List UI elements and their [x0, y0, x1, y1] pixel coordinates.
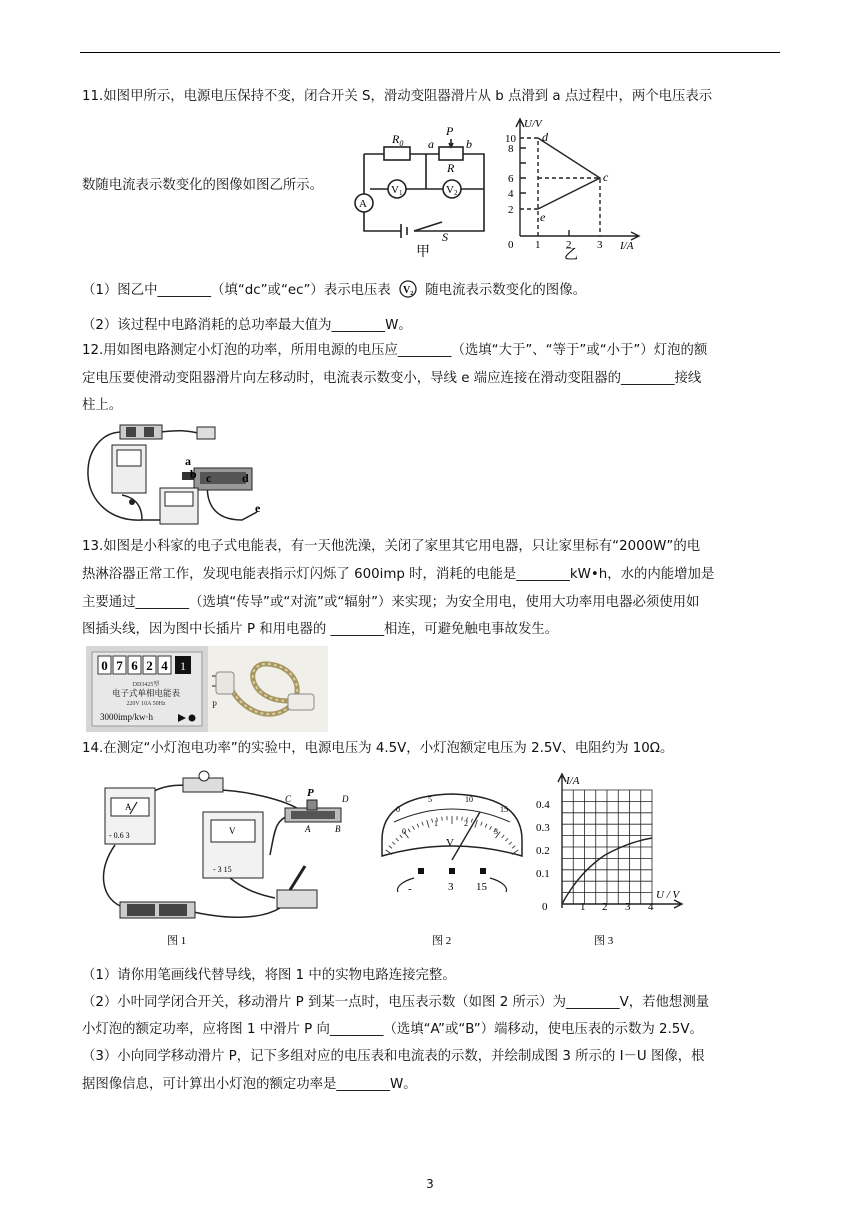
fig1-ammeter-terminals: - 0.6 3	[109, 831, 130, 840]
r0-label: $R_0$	[392, 132, 404, 148]
q13-line-3: 主要通过________（选填“传导”或“对流”或“辐射”）来实现；为安全用电，使用大功率用电器必须使用如	[82, 595, 700, 610]
q13-line-1: 13.如图是小科家的电子式电能表，有一天他洗澡，关闭了家里其它用电器，只让家里标有“2000W”的电	[82, 539, 701, 554]
fig1-terminal-d: D	[342, 794, 349, 804]
dial-unit: V	[446, 837, 454, 849]
figure-jia-caption: 甲	[416, 245, 430, 260]
q14-sub-3-line-2: 据图像信息，可计算出小灯泡的额定功率是________W。	[82, 1077, 417, 1092]
terminal-c: c	[206, 471, 212, 485]
q11-sub-1: （1）图乙中________（填“dc”或“ec”）表示电压表 $V_2$ 随电流表示数变化的图像。	[82, 277, 586, 304]
q14-figure-3-graph	[530, 770, 700, 950]
q13-line-2: 热淋浴器正常工作，发现电能表指示灯闪烁了 600imp 时，消耗的电能是________kW•h，水的内能增加是	[82, 567, 715, 582]
meter-name: 电子式单相电能表	[111, 688, 181, 698]
graph-ylabel: U/V	[524, 118, 542, 130]
xtick-1: 1	[535, 239, 541, 251]
fig3-xtick-3: 3	[625, 901, 631, 913]
ytick-10: 10	[505, 133, 516, 145]
fig2-caption: 图 2	[432, 935, 452, 947]
fig1-terminal-a: A	[305, 824, 311, 834]
fig3-ytick-0.3: 0.3	[536, 822, 550, 834]
plug-long-pin-label: P	[212, 700, 218, 710]
q11-circuit-figure	[354, 111, 504, 261]
fig3-xlabel: U / V	[656, 889, 680, 901]
voltmeter-v2-icon	[395, 280, 421, 298]
dial-outer-0: 0	[396, 805, 400, 814]
point-d-label: d	[542, 130, 548, 144]
fig3-xtick-4: 4	[648, 901, 654, 913]
q11-graph-figure	[500, 111, 650, 261]
q14-sub-2-line-2: 小灯泡的额定功率，应将图 1 中滑片 P 向________（选填“A”或“B”）端移动，使电压表的示数为 2.5V。	[82, 1022, 703, 1037]
dial-outer-10: 10	[465, 795, 473, 804]
dial-outer-15: 15	[500, 805, 508, 814]
dial-inner-0: 0	[402, 827, 406, 836]
meter-digit: 6	[131, 658, 138, 673]
meter-model: DD3425型	[132, 682, 160, 688]
q12-line-1: 12.用如图电路测定小灯泡的功率，所用电源的电压应________（选填“大于”、“等于”或“小于”）灯泡的额	[82, 343, 708, 358]
q12-line-3: 柱上。	[82, 398, 123, 413]
page-number: 3	[426, 1177, 434, 1191]
fig1-ammeter-symbol: A	[125, 802, 132, 812]
dial-terminal-15: 15	[476, 881, 487, 893]
meter-digit: 7	[116, 658, 123, 673]
q14-figure-2-voltmeter-dial	[372, 770, 532, 950]
q11-line-2: 数随电流表示数变化的图像如图乙所示。	[82, 178, 324, 193]
slider-p-label: P	[446, 124, 454, 138]
ammeter-symbol: A	[359, 198, 367, 210]
meter-constant: 3000imp/kw·h	[100, 712, 153, 722]
point-c-label: c	[603, 170, 609, 184]
ytick-6: 6	[508, 173, 514, 185]
ytick-8: 8	[508, 143, 514, 155]
r-label: R	[447, 161, 455, 175]
graph-xlabel: I/A	[620, 240, 634, 252]
electric-meter-image	[86, 646, 208, 732]
v1-symbol: V1	[391, 184, 403, 197]
meter-digit: 2	[146, 658, 153, 673]
meter-digit: 0	[101, 658, 108, 673]
fig3-xtick-0: 0	[542, 901, 548, 913]
fig3-xtick-1: 1	[580, 901, 586, 913]
q11-line-1: 11.如图甲所示，电源电压保持不变，闭合开关 S，滑动变阻器滑片从 b 点滑到 a 点过程中，两个电压表示	[82, 89, 713, 104]
switch-label: S	[442, 230, 448, 244]
fig1-voltmeter-terminals: - 3 15	[213, 865, 232, 874]
dial-outer-5: 5	[428, 795, 432, 804]
fig3-ytick-0.4: 0.4	[536, 799, 550, 811]
dial-inner-3: 3	[494, 827, 498, 836]
fig1-terminal-b: B	[335, 824, 341, 834]
q14-figure-1	[95, 770, 355, 950]
q14-sub-3-line-1: （3）小向同学移动滑片 P，记下多组对应的电压表和电流表的示数，并绘制成图 3 所示的 I－U 图像，根	[82, 1049, 705, 1064]
q11-sub-2: （2）该过程中电路消耗的总功率最大值为________W。	[82, 318, 412, 333]
q14-sub-1: （1）请你用笔画线代替导线，将图 1 中的实物电路连接完整。	[82, 968, 456, 983]
point-e-label: e	[540, 210, 546, 224]
wire-end-e: e	[255, 501, 261, 515]
terminal-d: d	[242, 471, 249, 485]
v2-symbol: V2	[446, 184, 458, 197]
ytick-2: 2	[508, 204, 514, 216]
dial-inner-2: 2	[464, 819, 468, 828]
fig3-xtick-2: 2	[602, 901, 608, 913]
header-rule	[80, 52, 780, 53]
terminal-b: b	[190, 467, 197, 481]
meter-digit: 4	[161, 658, 168, 673]
graph-origin: 0	[508, 239, 514, 251]
fig1-slider-p: P	[307, 787, 314, 799]
terminal-a: a	[185, 454, 191, 468]
q12-circuit-photo	[82, 420, 262, 530]
q13-line-4: 图插头线，因为图中长插片 P 和用电器的 ________相连，可避免触电事故发生。	[82, 622, 559, 637]
xtick-2: 2	[566, 239, 572, 251]
q14-line-1: 14.在测定“小灯泡电功率”的实验中，电源电压为 4.5V，小灯泡额定电压为 2.5V、电阻约为 10Ω。	[82, 741, 674, 756]
xtick-3: 3	[597, 239, 603, 251]
point-b-label: b	[466, 137, 472, 151]
dial-inner-1: 1	[434, 819, 438, 828]
point-a-label: a	[428, 137, 434, 151]
dial-terminal-3: 3	[448, 881, 454, 893]
dial-terminal-minus: -	[408, 883, 412, 895]
fig3-ytick-0.2: 0.2	[536, 845, 550, 857]
fig1-voltmeter-symbol: V	[229, 826, 236, 836]
meter-spec: 220V 10A 50Hz	[126, 701, 166, 707]
fig3-ytick-0.1: 0.1	[536, 868, 550, 880]
q14-sub-2-line-1: （2）小叶同学闭合开关，移动滑片 P 到某一点时，电压表示数（如图 2 所示）为________V，若他想测量	[82, 995, 710, 1010]
ytick-4: 4	[508, 188, 514, 200]
figure-yi-caption: 乙	[564, 248, 578, 261]
meter-last-digit: 1	[180, 659, 186, 673]
fig1-terminal-c: C	[285, 794, 292, 804]
q12-line-2: 定电压要使滑动变阻器滑片向左移动时，电流表示数变小，导线 e 端应连接在滑动变阻器的________接线	[82, 371, 702, 386]
fig1-caption: 图 1	[167, 935, 187, 947]
fig3-ylabel: I/A	[566, 775, 580, 787]
svg-text:V2: $V_2$	[403, 285, 414, 297]
power-plug-image	[208, 646, 328, 732]
fig3-caption: 图 3	[594, 935, 614, 947]
